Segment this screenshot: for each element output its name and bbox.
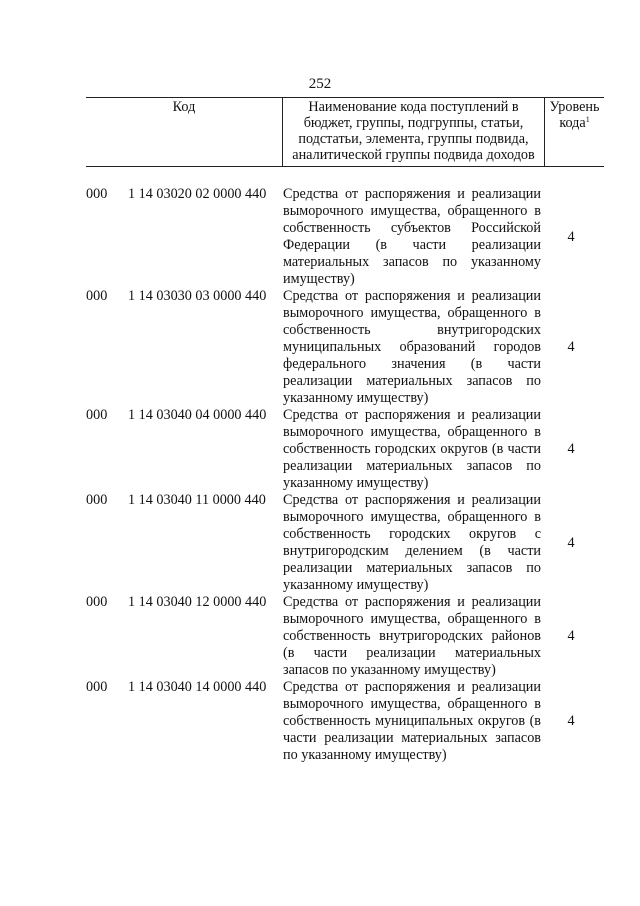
table-row xyxy=(0,679,640,764)
table-row xyxy=(0,594,640,679)
row-prefix: 000 xyxy=(86,679,108,695)
row-level: 4 xyxy=(567,713,575,729)
row-level: 4 xyxy=(567,628,575,644)
header-name: Наименование кода поступлений в бюджет, группы, подгруппы, статьи, подстатьи, элемента, группы подвида, аналитической группы подвида доходов xyxy=(282,98,544,166)
header-level xyxy=(544,98,604,166)
row-prefix: 000 xyxy=(86,288,108,304)
row-level: 4 xyxy=(567,339,575,355)
table-row xyxy=(0,407,640,492)
header-level-label: Уровень кода xyxy=(549,99,600,131)
page-number: 252 xyxy=(308,76,332,92)
table-body xyxy=(0,186,640,764)
row-name: Средства от распоряжения и реализации выморочного имущества, обращенного в собственность внутригородских муниципальных образований городов федерального значения (в части реализации материальных запасов по указанному имуществу) xyxy=(283,288,541,406)
table-row xyxy=(0,492,640,594)
table-row xyxy=(0,288,640,407)
row-name: Средства от распоряжения и реализации выморочного имущества, обращенного в собственность городских округов с внутригородским делением (в части реализации материальных запасов по указанному имуществу) xyxy=(283,492,541,593)
row-prefix: 000 xyxy=(86,407,108,423)
row-name: Средства от распоряжения и реализации выморочного имущества, обращенного в собственность внутригородских районов (в части реализации материальных запасов по указанному имуществу) xyxy=(283,594,541,678)
table-row xyxy=(0,186,640,288)
row-code: 1 14 03040 04 0000 440 xyxy=(128,407,267,423)
row-name: Средства от распоряжения и реализации выморочного имущества, обращенного в собственность городских округов (в части реализации материальных запасов по указанному имуществу) xyxy=(283,407,541,491)
row-code: 1 14 03040 12 0000 440 xyxy=(128,594,267,610)
header-code: Код xyxy=(172,99,196,115)
row-level: 4 xyxy=(567,534,575,551)
table-header xyxy=(86,97,604,167)
row-name: Средства от распоряжения и реализации выморочного имущества, обращенного в собственность муниципальных округов (в части реализации материальных запасов по указанному имуществу) xyxy=(283,679,541,763)
row-code: 1 14 03040 14 0000 440 xyxy=(128,679,267,695)
row-prefix: 000 xyxy=(86,594,108,610)
header-level-footnote: 1 xyxy=(585,115,590,124)
row-code: 1 14 03040 11 0000 440 xyxy=(128,492,266,508)
row-prefix: 000 xyxy=(86,186,108,202)
row-level: 4 xyxy=(567,228,575,245)
row-code: 1 14 03030 03 0000 440 xyxy=(128,288,267,304)
row-level: 4 xyxy=(567,441,575,457)
row-prefix: 000 xyxy=(86,492,108,508)
row-name: Средства от распоряжения и реализации выморочного имущества, обращенного в собственность субъектов Российской Федерации (в части реализации материальных запасов по указанному имуществу) xyxy=(283,186,541,287)
row-code: 1 14 03020 02 0000 440 xyxy=(128,186,267,202)
